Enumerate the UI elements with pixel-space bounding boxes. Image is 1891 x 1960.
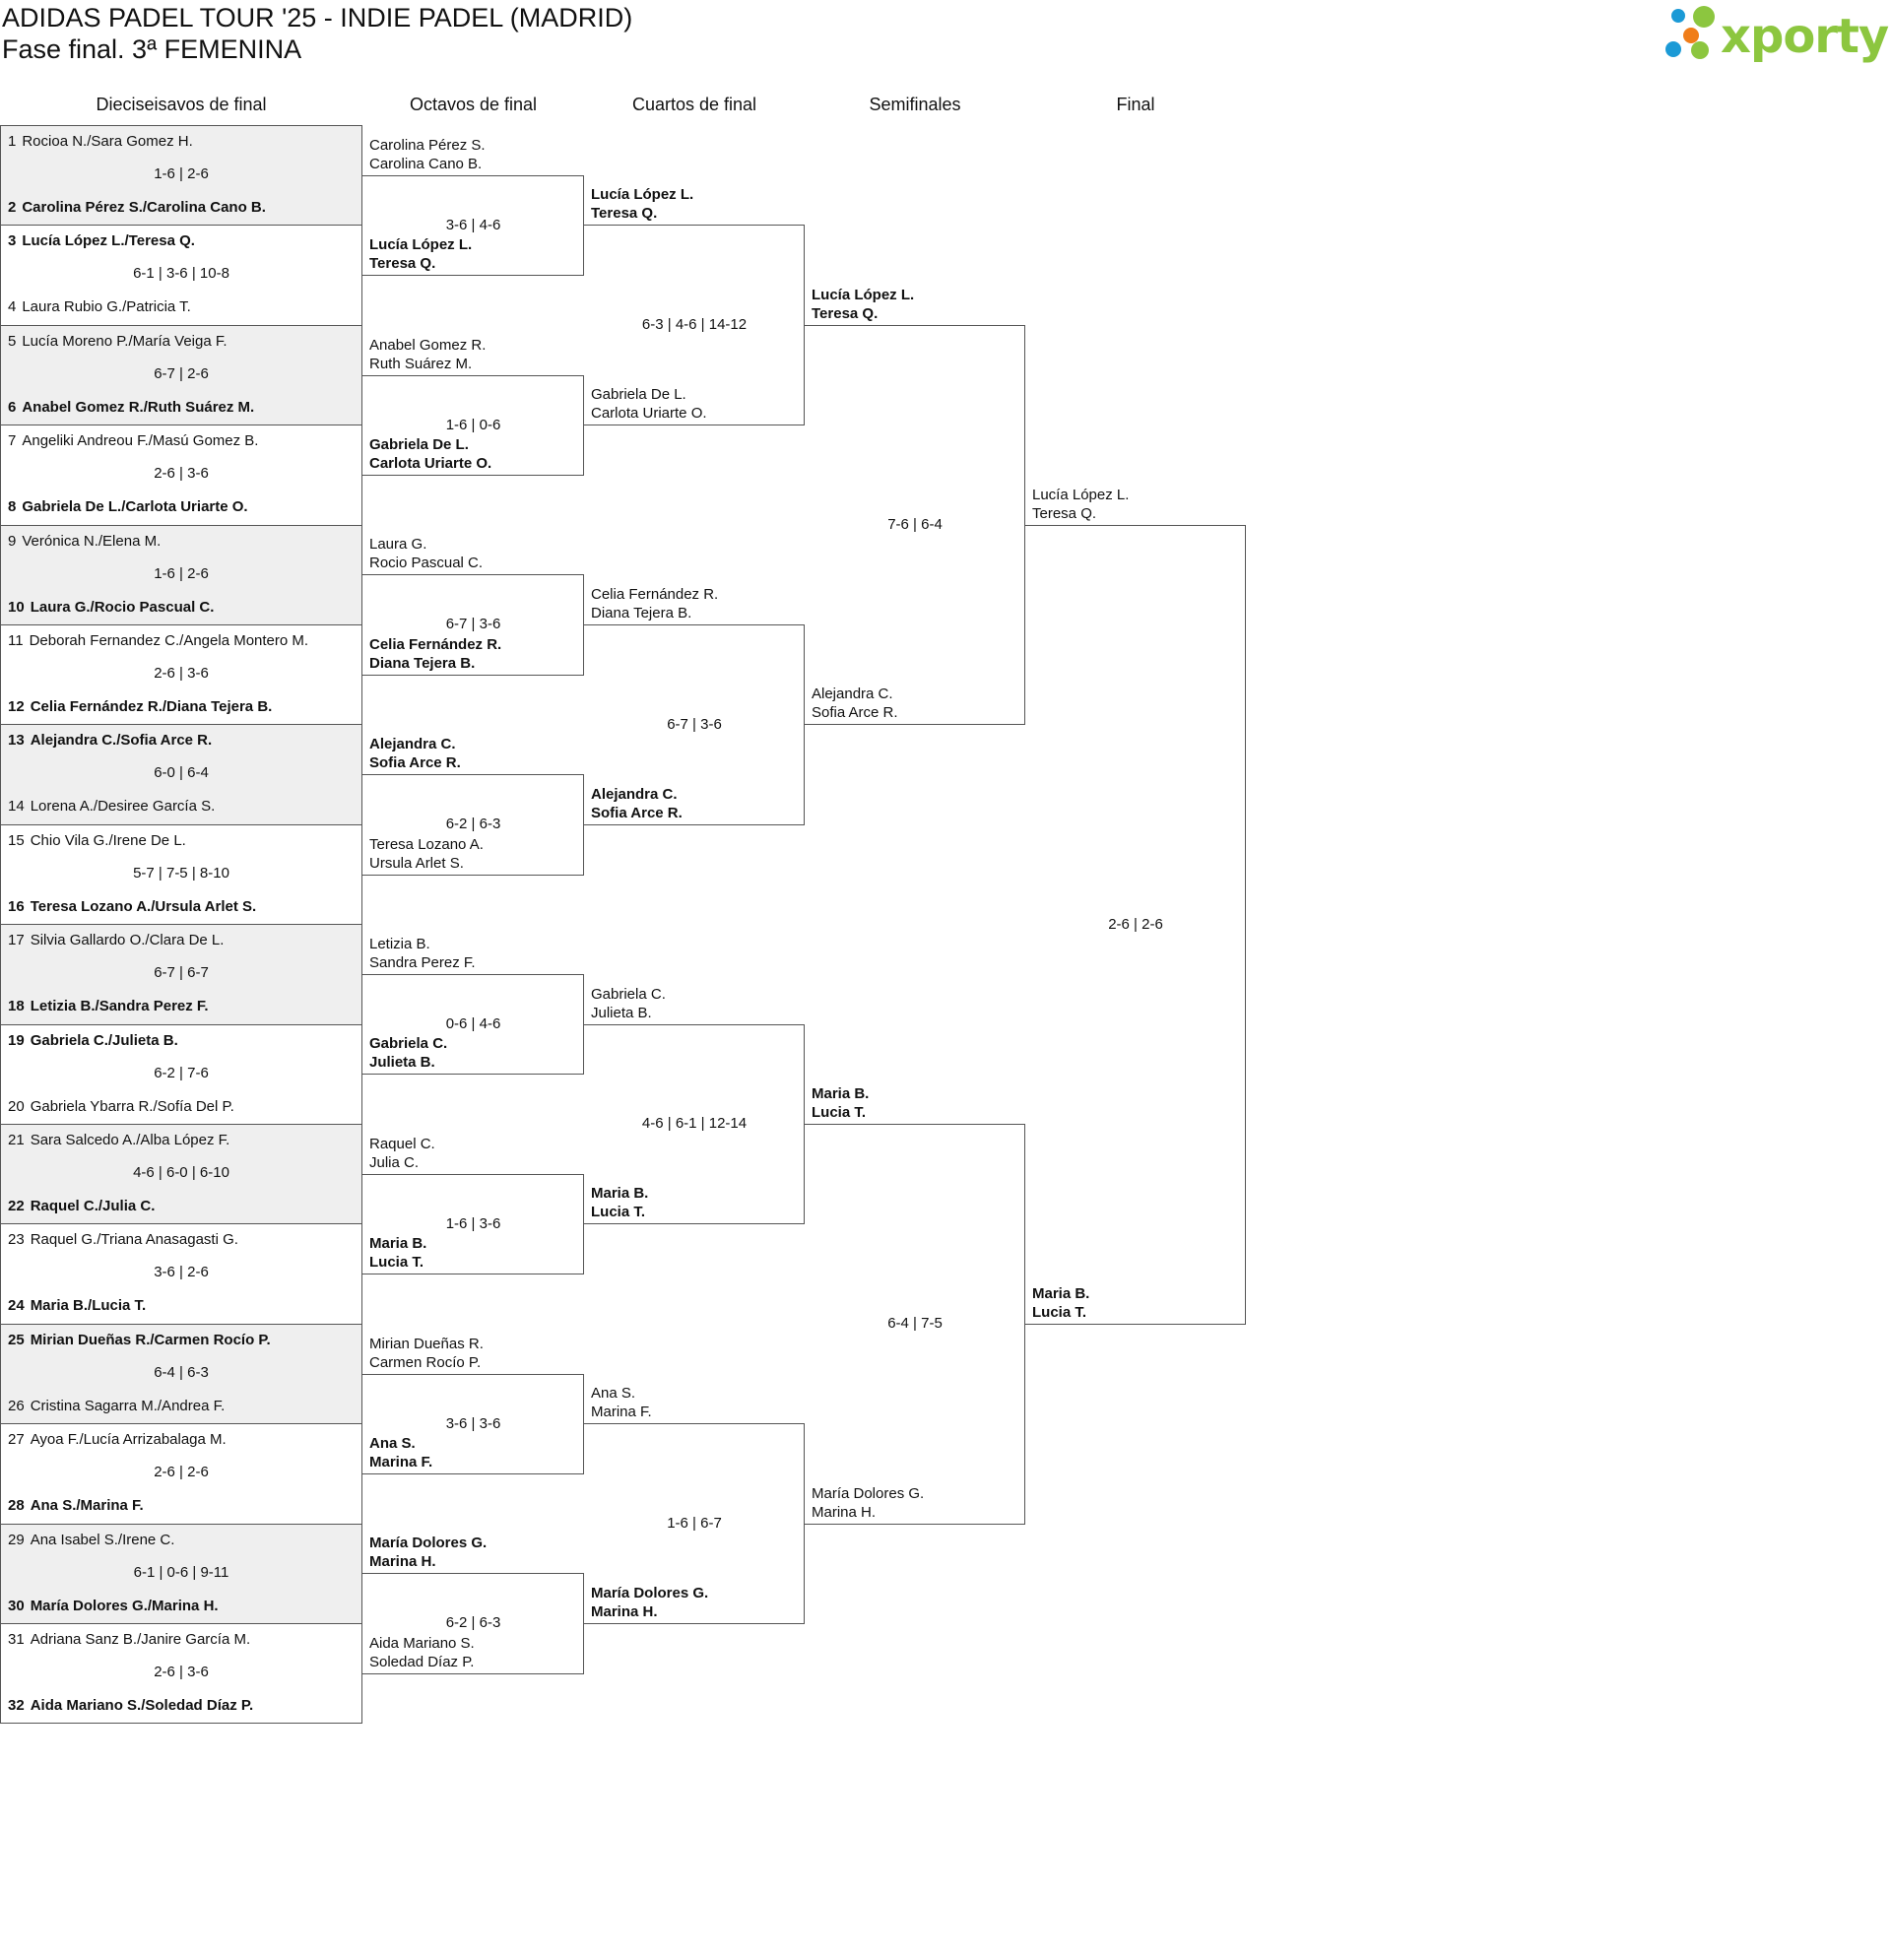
team-row[interactable] [8, 798, 356, 816]
match-score: 6-7 | 2-6 [154, 365, 209, 382]
seed-number: 30 [8, 1598, 25, 1614]
team-player-1: Lucía López L. [591, 186, 694, 203]
team-name: Ana S./Marina F. [30, 1497, 144, 1514]
team-name: Lorena A./Desiree García S. [30, 798, 216, 815]
team-player-1: María Dolores G. [369, 1535, 488, 1551]
team-player-2: Marina H. [591, 1603, 658, 1620]
team-name: Chio Vila G./Irene De L. [30, 832, 186, 849]
team-player-2: Lucia T. [1032, 1304, 1087, 1321]
team-player-2: Soledad Díaz P. [369, 1654, 475, 1670]
team-entry[interactable] [369, 1634, 475, 1671]
team-entry[interactable] [591, 1584, 708, 1621]
match-score: 6-3 | 4-6 | 14-12 [641, 316, 748, 333]
team-row[interactable] [8, 498, 356, 516]
team-entry[interactable] [369, 336, 486, 373]
team-entry[interactable] [1032, 486, 1129, 523]
team-name: Carolina Pérez S./Carolina Cano B. [22, 199, 266, 216]
team-player-1: Lucía López L. [812, 287, 915, 303]
team-row[interactable] [8, 432, 356, 450]
team-name: María Dolores G./Marina H. [30, 1598, 219, 1614]
team-entry[interactable] [591, 1184, 648, 1221]
seed-number: 2 [8, 199, 17, 216]
team-player-2: Marina F. [591, 1404, 652, 1420]
team-row[interactable] [8, 1631, 356, 1649]
team-row[interactable] [8, 932, 356, 949]
team-entry[interactable] [591, 985, 666, 1022]
logo-wordmark: xporty [1721, 9, 1889, 64]
team-row[interactable] [8, 1697, 356, 1715]
team-player-2: Diana Tejera B. [369, 655, 476, 672]
seed-number: 21 [8, 1132, 25, 1148]
team-player-1: Laura G. [369, 536, 427, 553]
r1-match[interactable] [0, 924, 362, 1025]
team-row[interactable] [8, 1132, 356, 1149]
match-score: 5-7 | 7-5 | 8-10 [133, 865, 229, 882]
seed-number: 16 [8, 898, 25, 915]
team-player-1: Gabriela C. [591, 986, 666, 1003]
team-row[interactable] [8, 1532, 356, 1549]
team-name: Mirian Dueñas R./Carmen Rocío P. [30, 1332, 271, 1348]
match-score: 1-6 | 0-6 [445, 417, 501, 433]
team-player-2: Carmen Rocío P. [369, 1354, 482, 1371]
r1-match[interactable] [0, 1324, 362, 1424]
team-player-2: Lucia T. [369, 1254, 424, 1271]
team-player-2: Sofia Arce R. [369, 754, 461, 771]
seed-number: 15 [8, 832, 25, 849]
logo-dot-blue [1665, 41, 1681, 57]
team-name: Rocioa N./Sara Gomez H. [22, 133, 193, 150]
r1-match[interactable] [0, 824, 362, 925]
team-name: Verónica N./Elena M. [22, 533, 162, 550]
seed-number: 8 [8, 498, 17, 515]
r1-match[interactable] [0, 125, 362, 226]
team-entry[interactable] [591, 585, 718, 622]
match-score: 6-4 | 6-3 [154, 1364, 209, 1381]
logo-dot-blue-small [1671, 9, 1685, 23]
team-entry[interactable] [812, 685, 898, 722]
match-score: 7-6 | 6-4 [887, 516, 943, 533]
seed-number: 7 [8, 432, 17, 449]
team-name: Celia Fernández R./Diana Tejera B. [30, 698, 273, 715]
logo-dot-green-large [1693, 6, 1715, 28]
team-row[interactable] [8, 232, 356, 250]
seed-number: 23 [8, 1231, 25, 1248]
match-score: 1-6 | 2-6 [154, 165, 209, 182]
team-entry[interactable] [369, 1034, 447, 1072]
team-name: Sara Salcedo A./Alba López F. [30, 1132, 230, 1148]
team-entry[interactable] [369, 435, 491, 473]
seed-number: 4 [8, 298, 17, 315]
team-entry[interactable] [369, 1335, 484, 1372]
match-score: 1-6 | 2-6 [154, 565, 209, 582]
page-title: ADIDAS PADEL TOUR '25 - INDIE PADEL (MADRID) [2, 3, 633, 33]
seed-number: 13 [8, 732, 25, 749]
team-row[interactable] [8, 698, 356, 716]
team-player-1: María Dolores G. [812, 1485, 925, 1502]
team-name: Adriana Sanz B./Janire García M. [30, 1631, 251, 1648]
logo-dot-orange [1683, 28, 1699, 43]
team-row[interactable] [8, 632, 356, 650]
team-player-1: Alejandra C. [591, 786, 678, 803]
team-entry[interactable] [369, 735, 461, 772]
match-score: 4-6 | 6-0 | 6-10 [133, 1164, 229, 1181]
seed-number: 14 [8, 798, 25, 815]
seed-number: 10 [8, 599, 25, 616]
round-header-cuartos: Cuartos de final [631, 95, 757, 114]
team-player-2: Marina F. [369, 1454, 433, 1470]
match-score: 6-7 | 6-7 [154, 964, 209, 981]
r1-match[interactable] [0, 325, 362, 425]
team-entry[interactable] [812, 1484, 924, 1522]
seed-number: 29 [8, 1532, 25, 1548]
team-row[interactable] [8, 133, 356, 151]
team-entry[interactable] [369, 1234, 426, 1272]
team-player-1: Gabriela De L. [591, 386, 686, 403]
seed-number: 26 [8, 1398, 25, 1414]
match-score: 2-6 | 2-6 [154, 1464, 209, 1480]
team-row[interactable] [8, 1198, 356, 1215]
seed-number: 1 [8, 133, 17, 150]
team-player-1: Maria B. [812, 1085, 870, 1102]
seed-number: 19 [8, 1032, 25, 1049]
seed-number: 28 [8, 1497, 25, 1514]
team-name: Cristina Sagarra M./Andrea F. [30, 1398, 226, 1414]
team-player-1: Aida Mariano S. [369, 1635, 475, 1652]
team-entry[interactable] [369, 1434, 432, 1471]
team-player-1: Lucía López L. [1032, 487, 1130, 503]
team-player-2: Ruth Suárez M. [369, 356, 473, 372]
team-entry[interactable] [591, 1384, 652, 1421]
seed-number: 9 [8, 533, 17, 550]
team-row[interactable] [8, 1032, 356, 1050]
seed-number: 18 [8, 998, 25, 1014]
match-score: 2-6 | 3-6 [154, 465, 209, 482]
match-score: 1-6 | 6-7 [667, 1515, 722, 1532]
match-score: 3-6 | 4-6 [445, 217, 501, 233]
team-player-2: Teresa Q. [1032, 505, 1097, 522]
team-player-1: Celia Fernández R. [369, 636, 502, 653]
team-row[interactable] [8, 399, 356, 417]
team-player-2: Teresa Q. [591, 205, 658, 222]
team-name: Lucía Moreno P./María Veiga F. [22, 333, 228, 350]
r1-match[interactable] [0, 1524, 362, 1624]
seed-number: 17 [8, 932, 25, 948]
team-name: Ana Isabel S./Irene C. [30, 1532, 175, 1548]
team-row[interactable] [8, 832, 356, 850]
match-score: 6-2 | 6-3 [445, 1614, 501, 1631]
team-player-1: María Dolores G. [591, 1585, 709, 1601]
team-entry[interactable] [369, 235, 472, 273]
team-name: Maria B./Lucia T. [30, 1297, 147, 1314]
team-player-1: Celia Fernández R. [591, 586, 719, 603]
r1-match[interactable] [0, 525, 362, 625]
round-header-final: Final [1116, 95, 1155, 114]
team-player-2: Carlota Uriarte O. [591, 405, 707, 422]
team-player-1: Anabel Gomez R. [369, 337, 487, 354]
team-player-2: Sofia Arce R. [591, 805, 683, 821]
team-entry[interactable] [369, 635, 501, 673]
team-row[interactable] [8, 898, 356, 916]
team-player-1: Ana S. [591, 1385, 636, 1402]
match-score: 1-6 | 3-6 [445, 1215, 501, 1232]
team-player-2: Sandra Perez F. [369, 954, 476, 971]
logo-dot-green [1691, 41, 1709, 59]
seed-number: 25 [8, 1332, 25, 1348]
team-row[interactable] [8, 1398, 356, 1415]
team-player-2: Diana Tejera B. [591, 605, 692, 621]
match-score: 6-7 | 3-6 [445, 616, 501, 632]
team-row[interactable] [8, 732, 356, 750]
team-player-1: Maria B. [369, 1235, 427, 1252]
team-row[interactable] [8, 199, 356, 217]
team-row[interactable] [8, 998, 356, 1015]
team-player-1: Gabriela C. [369, 1035, 448, 1052]
r1-match[interactable] [0, 1124, 362, 1224]
r1-match[interactable] [0, 724, 362, 825]
seed-number: 12 [8, 698, 25, 715]
team-name: Gabriela Ybarra R./Sofía Del P. [30, 1098, 234, 1115]
match-score: 6-1 | 0-6 | 9-11 [133, 1564, 229, 1581]
r1-match[interactable] [0, 624, 362, 725]
team-name: Raquel C./Julia C. [30, 1198, 156, 1214]
team-entry[interactable] [369, 1135, 435, 1172]
match-score: 6-2 | 6-3 [445, 816, 501, 832]
team-name: Anabel Gomez R./Ruth Suárez M. [22, 399, 255, 416]
team-row[interactable] [8, 1297, 356, 1315]
seed-number: 11 [8, 632, 24, 649]
round-header-dieciseisavos: Dieciseisavos de final [96, 95, 267, 114]
team-name: Teresa Lozano A./Ursula Arlet S. [30, 898, 257, 915]
team-name: Raquel G./Triana Anasagasti G. [30, 1231, 238, 1248]
team-player-1: Maria B. [1032, 1285, 1090, 1302]
team-name: Aida Mariano S./Soledad Díaz P. [30, 1697, 254, 1714]
r1-match[interactable] [0, 1623, 362, 1724]
r1-match[interactable] [0, 225, 362, 326]
team-row[interactable] [8, 1332, 356, 1349]
match-score: 6-7 | 3-6 [667, 716, 722, 733]
team-row[interactable] [8, 1231, 356, 1249]
team-entry[interactable] [369, 535, 483, 572]
team-row[interactable] [8, 1497, 356, 1515]
seed-number: 27 [8, 1431, 25, 1448]
seed-number: 3 [8, 232, 17, 249]
team-name: Laura Rubio G./Patricia T. [22, 298, 191, 315]
team-entry[interactable] [591, 185, 693, 223]
team-name: Letizia B./Sandra Perez F. [30, 998, 209, 1014]
team-name: Ayoa F./Lucía Arrizabalaga M. [30, 1431, 227, 1448]
match-score: 6-0 | 6-4 [154, 764, 209, 781]
team-entry[interactable] [369, 935, 476, 972]
seed-number: 20 [8, 1098, 25, 1115]
team-player-2: Marina H. [369, 1553, 436, 1570]
team-player-1: Maria B. [591, 1185, 649, 1202]
team-player-2: Teresa Q. [812, 305, 879, 322]
team-name: Deborah Fernandez C./Angela Montero M. [29, 632, 309, 649]
xporty-logo[interactable] [1664, 4, 1889, 69]
seed-number: 24 [8, 1297, 25, 1314]
match-score: 2-6 | 3-6 [154, 1664, 209, 1680]
team-player-2: Rocio Pascual C. [369, 555, 484, 571]
match-score: 6-2 | 7-6 [154, 1065, 209, 1081]
team-name: Silvia Gallardo O./Clara De L. [30, 932, 225, 948]
team-name: Laura G./Rocio Pascual C. [30, 599, 215, 616]
seed-number: 22 [8, 1198, 25, 1214]
team-player-2: Carolina Cano B. [369, 156, 483, 172]
team-player-2: Carlota Uriarte O. [369, 455, 492, 472]
team-player-2: Ursula Arlet S. [369, 855, 464, 872]
team-player-1: Ana S. [369, 1435, 416, 1452]
team-player-1: Teresa Lozano A. [369, 836, 484, 853]
team-name: Angeliki Andreou F./Masú Gomez B. [22, 432, 259, 449]
r1-match[interactable] [0, 1423, 362, 1525]
page-subtitle: Fase final. 3ª FEMENINA [2, 34, 302, 64]
team-player-1: Raquel C. [369, 1136, 435, 1152]
match-score: 3-6 | 2-6 [154, 1264, 209, 1280]
team-entry[interactable] [591, 785, 683, 822]
seed-number: 5 [8, 333, 17, 350]
team-row[interactable] [8, 1431, 356, 1449]
seed-number: 31 [8, 1631, 25, 1648]
team-row[interactable] [8, 1098, 356, 1116]
seed-number: 32 [8, 1697, 25, 1714]
team-row[interactable] [8, 333, 356, 351]
team-entry[interactable] [369, 835, 484, 873]
team-entry[interactable] [591, 385, 707, 423]
match-score: 2-6 | 2-6 [1108, 916, 1163, 933]
team-entry[interactable] [369, 136, 486, 173]
team-entry[interactable] [369, 1534, 487, 1571]
team-name: Gabriela C./Julieta B. [30, 1032, 178, 1049]
r1-match[interactable] [0, 1024, 362, 1125]
seed-number: 6 [8, 399, 17, 416]
r1-match[interactable] [0, 1223, 362, 1325]
team-player-2: Julia C. [369, 1154, 420, 1171]
team-player-2: Lucia T. [591, 1204, 646, 1220]
round-header-octavos: Octavos de final [409, 95, 538, 114]
team-player-2: Julieta B. [591, 1005, 652, 1021]
team-name: Alejandra C./Sofia Arce R. [30, 732, 213, 749]
team-player-1: Gabriela De L. [369, 436, 469, 453]
team-name: Gabriela De L./Carlota Uriarte O. [22, 498, 248, 515]
match-score: 6-1 | 3-6 | 10-8 [133, 265, 229, 282]
team-player-2: Lucia T. [812, 1104, 867, 1121]
team-player-2: Julieta B. [369, 1054, 435, 1071]
round-header-semifinales: Semifinales [869, 95, 961, 114]
match-score: 6-4 | 7-5 [887, 1315, 943, 1332]
team-player-2: Marina H. [812, 1504, 877, 1521]
team-player-2: Sofia Arce R. [812, 704, 898, 721]
team-entry[interactable] [812, 286, 914, 323]
team-player-1: Alejandra C. [369, 736, 456, 752]
team-player-2: Teresa Q. [369, 255, 436, 272]
team-row[interactable] [8, 1598, 356, 1615]
match-score: 4-6 | 6-1 | 12-14 [641, 1115, 748, 1132]
match-score: 3-6 | 3-6 [445, 1415, 501, 1432]
match-score: 0-6 | 4-6 [445, 1015, 501, 1032]
team-name: Lucía López L./Teresa Q. [22, 232, 195, 249]
match-score: 2-6 | 3-6 [154, 665, 209, 682]
team-row[interactable] [8, 533, 356, 551]
team-player-1: Letizia B. [369, 936, 430, 952]
team-player-1: Alejandra C. [812, 686, 893, 702]
team-row[interactable] [8, 599, 356, 617]
logo-dots-icon [1664, 4, 1720, 69]
team-entry[interactable] [812, 1084, 869, 1122]
team-player-1: Lucía López L. [369, 236, 473, 253]
team-player-1: Carolina Pérez S. [369, 137, 486, 154]
team-row[interactable] [8, 298, 356, 316]
r1-match[interactable] [0, 425, 362, 526]
team-player-1: Mirian Dueñas R. [369, 1336, 484, 1352]
team-entry[interactable] [1032, 1284, 1089, 1322]
